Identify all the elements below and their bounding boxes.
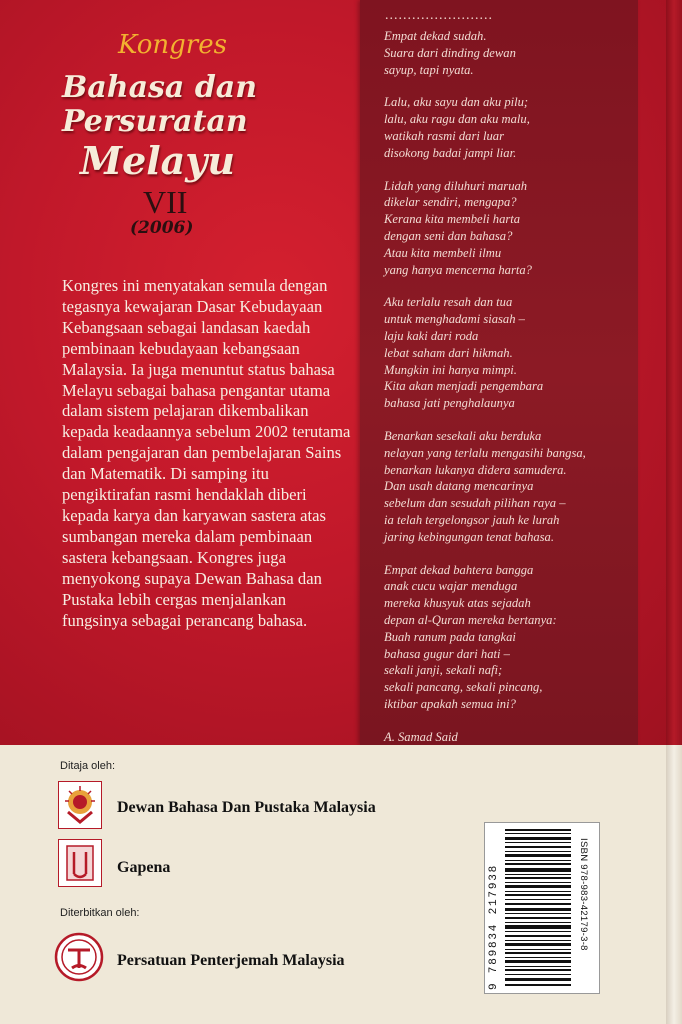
- sponsor-dbp: Dewan Bahasa Dan Pustaka Malaysia: [117, 799, 376, 816]
- gapena-logo-icon: [58, 839, 102, 887]
- publisher-label: Diterbitkan oleh:: [60, 907, 140, 919]
- poem-stanza-4: Aku terlalu resah dan tua untuk menghadami siasah – laju kaki dari roda lebat saham dari hikmah. Mungkin ini hanya mimpi. Kita akan menjadi pengembara bahasa jati penghalaunya: [384, 295, 544, 411]
- isbn-number-text: ISBN 978-983-42179-3-8: [578, 838, 589, 951]
- poem-stanza-6: Empat dekad bahtera bangga anak cucu wajar menduga mereka khusyuk atas sejadah depan al-Quran mereka bertanya: Buah ranum pada tangkai bahasa gugur dari hati – sekali janji, sekali nafi; sekali pancang, sekali pincang, iktibar apakah semua ini?: [384, 562, 557, 711]
- description-text: Kongres ini menyatakan semula dengan tegasnya kewajaran Dasar Kebudayaan Kebangsaan sebagai landasan kaedah pembinaan kebudayaan kebangsaan Malaysia. Ia juga menuntut status bahasa Melayu sebagai bahasa pengantar utama dalam sistem pelajaran dikembalikan kepada keadaannya sebelum 2002 terutama dalam pengajaran dan pembelajaran Sains dan Matematik. Di samping itu pengiktirafan rasmi hendaklah diberi kepada karya dan karyawan sastera atas sumbangan mereka dalam pembinaan sastera kebangsaan. Kongres juga menyokong supaya Dewan Bahasa dan Pustaka lebih cergas menjalankan fungsinya sebagai perancang bahasa.: [62, 276, 351, 630]
- dbp-logo-icon: [58, 781, 102, 829]
- ppm-logo-icon: [54, 932, 104, 982]
- sponsors-label: Ditaja oleh:: [60, 760, 116, 772]
- poem-stanza-1: Empat dekad sudah. Suara dari dinding dewan sayup, tapi nyata.: [384, 29, 516, 77]
- title-kongres: Kongres: [118, 30, 227, 60]
- title-line-3: Melayu: [80, 138, 236, 183]
- poem: [384, 28, 634, 762]
- poem-stanza-3: Lidah yang diluhuri maruah dikelar sendiri, mengapa? Kerana kita membeli harta dengan seni dan bahasa? Atau kita membeli ilmu yang hanya mencerna harta?: [384, 178, 532, 277]
- poem-stanza-5: Benarkan sesekali aku berduka nelayan yang terlalu mengasihi bangsa, benarkan lukanya didera samudera. Dan usah datang mencarinya sebelum dan sesudah pilihan raya – ia telah tergelongsor jauh ke lurah jaring kebingungan tenat bahasa.: [384, 428, 586, 544]
- title-line-2: Persuratan: [62, 104, 248, 139]
- isbn-barcode-digits: 9 789834 217938: [488, 863, 500, 990]
- title-roman-numeral: VII: [143, 184, 188, 220]
- publisher-name: Persatuan Penterjemah Malaysia: [117, 952, 345, 969]
- sponsor-gapena: Gapena: [117, 859, 171, 876]
- book-spine-red: [666, 0, 682, 745]
- poem-stanza-2: Lalu, aku sayu dan aku pilu; lalu, aku ragu dan aku malu, watikah rasmi dari luar disokong badai jampi liar.: [384, 95, 530, 160]
- poem-author: A. Samad Said: [384, 729, 458, 744]
- poem-dots: ........................: [385, 8, 493, 23]
- title-year: (2006): [130, 218, 194, 238]
- title-line-1: Bahasa dan: [62, 70, 258, 105]
